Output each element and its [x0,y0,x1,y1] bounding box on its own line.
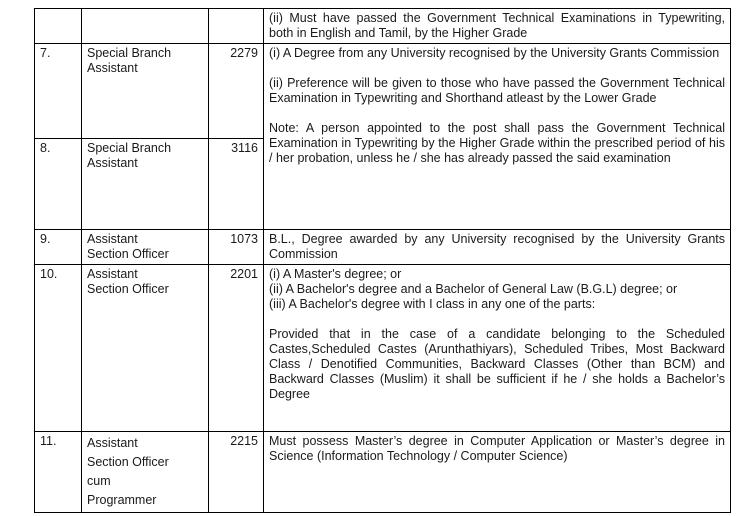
table-row [35,432,731,513]
post-name-line: Special Branch [87,46,172,60]
post-name-line: Programmer [87,493,157,507]
qualification-text: (ii) Preference will be given to those who have passed the Government Technical Examination in Typewriting and Shorthand atleast by the Lower Grade [269,76,725,105]
serial-no: 11. [35,432,82,513]
qualification-text: (i) A Master's degree; or [269,267,402,281]
post-code: 2215 [209,432,264,513]
post-name-line: Assistant [87,61,138,75]
qualification-text: (ii) Must have passed the Government Technical Examinations in Typewriting, both in English and Tamil, by the Higher Grade [269,11,725,40]
table-row [35,44,731,139]
post-code: 2201 [209,265,264,432]
qualification [264,265,731,432]
qualification-text: (ii) A Bachelor's degree and a Bachelor of General Law (B.G.L) degree; or [269,282,678,296]
qualification-note: Note: A person appointed to the post shall pass the Government Technical Examination in Typewriting by the Higher Grade within the prescribed period of his / her probation, unless he / she has already passed the said examination [269,121,725,165]
qualification-merged [264,44,731,230]
serial-no: 10. [35,265,82,432]
post-code: 2279 [209,44,264,139]
post-code: 3116 [209,139,264,230]
table-row [35,265,731,432]
qualifications-table [34,8,731,513]
post-name [82,230,209,265]
serial-no [35,9,82,44]
table-row [35,9,731,44]
serial-no: 7. [35,44,82,139]
post-name-line: Special Branch [87,141,172,155]
post-name [82,9,209,44]
post-name-line: cum [87,474,111,488]
post-name-line: Assistant [87,436,138,450]
qualification-text: (i) A Degree from any University recognised by the University Grants Commission [269,46,720,60]
post-code: 1073 [209,230,264,265]
table-row [35,230,731,265]
post-name-line: Section Officer [87,455,169,469]
post-name [82,265,209,432]
post-name [82,139,209,230]
post-name-line: Section Officer [87,247,169,261]
serial-no: 8. [35,139,82,230]
qualification-proviso: Provided that in the case of a candidate belonging to the Scheduled Castes,Scheduled Castes (Arunthathiyars), Scheduled Tribes, Most Backward Class / Denotified Communities, Backward Classes (Other than BCM) and Backward Classes (Muslim) it shall be sufficient if he / she holds a Bachelor’s Degree [269,327,725,401]
post-name [82,44,209,139]
post-name-line: Assistant [87,156,138,170]
post-code [209,9,264,44]
qualification-text: B.L., Degree awarded by any University recognised by the University Grants Commission [269,232,725,261]
qualification-text: (iii) A Bachelor's degree with I class in any one of the parts: [269,297,596,311]
post-name-line: Assistant [87,267,138,281]
post-name-line: Section Officer [87,282,169,296]
qualification [264,230,731,265]
post-name [82,432,209,513]
post-name-line: Assistant [87,232,138,246]
qualification-text: Must possess Master’s degree in Computer Application or Master’s degree in Science (Information Technology / Computer Science) [269,434,725,463]
qualification [264,9,731,44]
serial-no: 9. [35,230,82,265]
qualification [264,432,731,513]
